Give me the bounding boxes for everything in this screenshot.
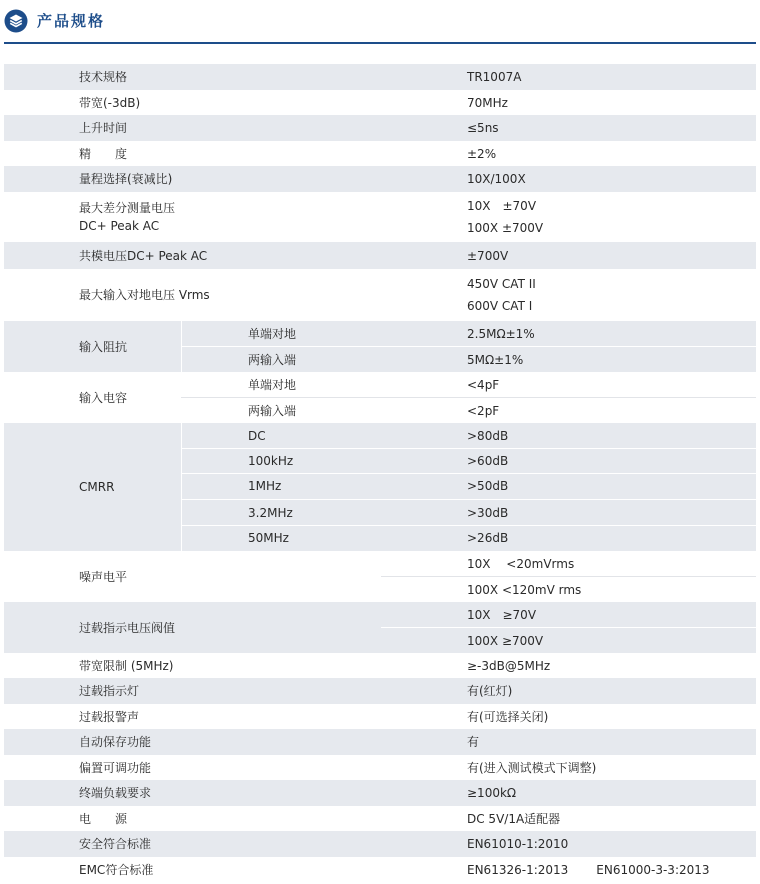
noise-group <box>4 551 756 602</box>
table-row <box>4 653 756 678</box>
row-value: 2.5MΩ±1% <box>467 326 535 341</box>
row-label: 偏置可调功能 <box>79 760 152 775</box>
row-value: <2pF <box>467 403 500 418</box>
sub-label: 两输入端 <box>248 352 297 367</box>
row-value: >50dB <box>467 478 509 493</box>
row-value: >80dB <box>467 428 509 443</box>
table-row <box>4 166 756 192</box>
table-row <box>4 192 756 242</box>
group-label: 输入电容 <box>79 390 128 405</box>
row-value: >26dB <box>467 531 509 545</box>
row-value: ±700V <box>467 248 509 263</box>
row-value: 70MHz <box>467 95 508 110</box>
section-header <box>0 0 760 46</box>
row-label: 最大差分测量电压 DC+ Peak AC <box>79 201 176 233</box>
table-row <box>4 780 756 806</box>
row-value: DC 5V/1A适配器 <box>467 811 561 826</box>
row-value: ≤5ns <box>467 121 499 135</box>
overload-threshold-group <box>4 602 756 653</box>
row-label: 量程选择(衰减比) <box>79 172 173 186</box>
row-value: 100X ≥700V <box>467 633 544 648</box>
row-value: ≥-3dB@5MHz <box>467 658 551 673</box>
sub-label: 两输入端 <box>248 403 297 418</box>
row-label: 终端负载要求 <box>79 786 152 800</box>
table-row <box>4 141 756 166</box>
sub-label: 单端对地 <box>248 326 297 341</box>
row-label: 过载报警声 <box>79 709 140 724</box>
impedance-group <box>4 321 756 372</box>
column-divider <box>181 423 182 551</box>
row-value: 450V CAT II 600V CAT I <box>467 277 536 313</box>
row-value: <4pF <box>467 377 500 392</box>
row-value: ≥100kΩ <box>467 786 517 800</box>
row-value: 100X <120mV rms <box>467 582 582 597</box>
row-label: 过载指示灯 <box>79 684 140 698</box>
row-value: 5MΩ±1% <box>467 352 524 367</box>
row-label: 最大输入对地电压 Vrms <box>79 288 210 302</box>
row-value: 10X <20mVrms <box>467 556 575 571</box>
row-value: EN61010-1:2010 <box>467 837 569 851</box>
table-row <box>4 64 756 90</box>
sub-label: 50MHz <box>248 531 289 545</box>
row-value: 有 <box>467 735 480 749</box>
row-value: TR1007A <box>467 70 522 84</box>
table-row <box>4 704 756 729</box>
row-value: EN61326-1:2013 EN61000-3-3:2013 <box>467 863 710 877</box>
table-row <box>4 806 756 831</box>
row-label: 自动保存功能 <box>79 735 152 749</box>
header-divider <box>4 42 756 44</box>
row-label: EMC符合标准 <box>79 863 154 877</box>
table-row <box>4 90 756 115</box>
capacitance-group <box>4 372 756 423</box>
group-label: 噪声电平 <box>79 569 128 584</box>
group-label: 输入阻抗 <box>79 339 128 354</box>
table-row <box>4 755 756 780</box>
row-label: 共模电压DC+ Peak AC <box>79 248 208 263</box>
row-value: ±2% <box>467 146 497 161</box>
table-row <box>4 269 756 321</box>
sub-label: DC <box>248 428 266 443</box>
row-value: 有(进入测试模式下调整) <box>467 760 597 775</box>
row-value: 10X ≥70V <box>467 607 537 622</box>
row-value: >30dB <box>467 505 509 520</box>
row-label: 技术规格 <box>79 70 128 84</box>
row-divider <box>381 627 756 628</box>
row-label: 精 度 <box>79 146 128 161</box>
row-label: 电 源 <box>79 811 128 826</box>
group-label: 过载指示电压阀值 <box>79 620 176 635</box>
sub-label: 3.2MHz <box>248 505 293 520</box>
row-value: 有(可选择关闭) <box>467 709 549 724</box>
sub-label: 1MHz <box>248 478 282 493</box>
row-label: 安全符合标准 <box>79 837 152 851</box>
layers-icon <box>4 9 28 33</box>
page-title: 产品规格 <box>37 12 106 30</box>
row-value: >60dB <box>467 453 509 468</box>
sub-label: 100kHz <box>248 453 294 468</box>
table-row <box>4 242 756 269</box>
table-row <box>4 831 756 857</box>
group-label: CMRR <box>79 480 115 494</box>
table-row <box>4 857 756 883</box>
cmrr-group <box>4 423 756 551</box>
sub-label: 单端对地 <box>248 377 297 392</box>
row-value: 10X/100X <box>467 172 526 186</box>
row-value: 10X ±70V 100X ±700V <box>467 199 544 235</box>
row-label: 带宽限制 (5MHz) <box>79 658 174 673</box>
row-label: 带宽(-3dB) <box>79 95 141 110</box>
table-row <box>4 678 756 704</box>
table-row <box>4 729 756 755</box>
table-row <box>4 115 756 141</box>
row-value: 有(红灯) <box>467 684 513 698</box>
row-label: 上升时间 <box>79 121 128 135</box>
